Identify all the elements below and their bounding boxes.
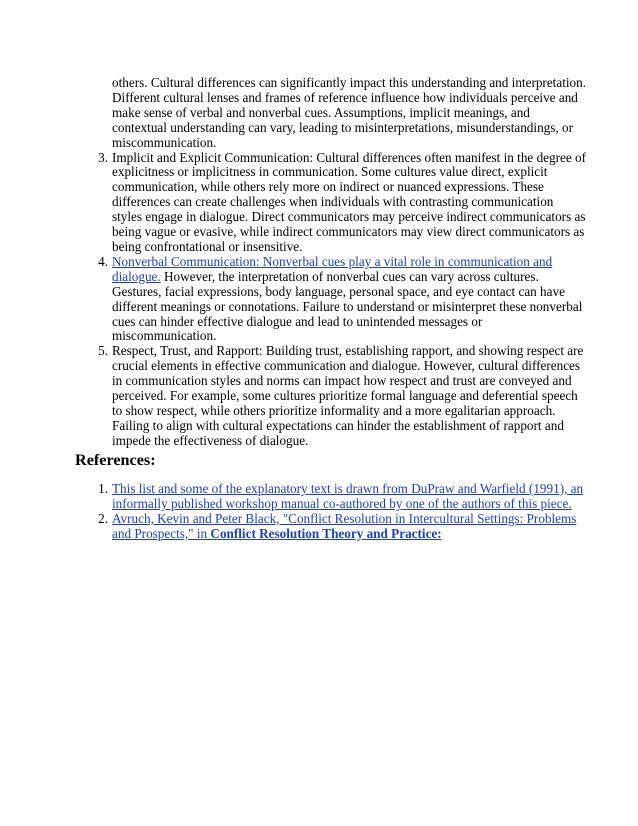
text-line: being confrontational or insensitive.: [112, 238, 303, 254]
list-number: 3.: [98, 149, 108, 165]
text-line: Different cultural lenses and frames of reference influence how individuals perceive and: [112, 89, 578, 105]
text-line: being vague or evasive, while indirect communicators may view direct communicators as: [112, 224, 585, 240]
text-line: communication, while others rely more on indirect or nuanced expressions. These: [112, 179, 544, 195]
text-line: Respect, Trust, and Rapport: Building trust, establishing rapport, and showing respect are: [112, 343, 584, 359]
text-line: Failing to align with cultural expectations can hinder the establishment of rapport and: [112, 417, 564, 433]
text-line: [112, 255, 572, 270]
text-line: miscommunication.: [112, 328, 217, 344]
text-line: miscommunication.: [112, 134, 217, 150]
reference-item: [98, 510, 577, 542]
text-line: others. Cultural differences can significantly impact this understanding and interpretation.: [112, 75, 587, 90]
reference-link-continued[interactable]: informally published workshop manual co-authored by one of the authors of this piece.: [112, 495, 572, 511]
list-item-continuation: [112, 75, 587, 151]
text-line: [112, 527, 572, 542]
reference-link[interactable]: This list and some of the explanatory text is drawn from DuPraw and Warfield (1991), an: [112, 481, 584, 496]
book-title-link[interactable]: Conflict Resolution Theory and Practice:: [210, 525, 442, 541]
text-line: explicitness or implicitness in communication. Some cultures value direct, explicit: [112, 164, 548, 180]
text-line: to show respect, while others prioritize informality and a more egalitarian approach.: [112, 402, 556, 418]
list-number: 1.: [98, 481, 108, 496]
nonverbal-link[interactable]: Nonverbal Communication: Nonverbal cues play a vital role in communication and: [112, 253, 553, 269]
text-line: Gestures, facial expressions, body language, personal space, and eye contact can have: [112, 283, 565, 299]
text-line: [112, 497, 572, 512]
references-list: [98, 481, 584, 542]
text-line: [112, 510, 577, 527]
text-line: cues can hinder effective dialogue and lead to unintended messages or: [112, 313, 483, 329]
text-line: Implicit and Explicit Communication: Cultural differences often manifest in the degree of: [112, 149, 587, 165]
text-line: in communication styles and norms can impact how respect and trust are conveyed and: [112, 373, 572, 389]
list-item-implicit-explicit: [98, 149, 587, 255]
text-line: differences can create challenges when individuals with contrasting communication: [112, 194, 554, 210]
reference-item: [98, 481, 584, 512]
numbered-list: [98, 75, 587, 449]
text-line: [112, 481, 584, 497]
reference-link-continued[interactable]: and Prospects," in: [112, 525, 211, 541]
list-item-respect-trust: [98, 343, 584, 448]
text-line: make sense of verbal and nonverbal cues. Assumptions, implicit meanings, and: [112, 104, 530, 120]
list-number: 2.: [98, 510, 108, 526]
references-heading: References:: [75, 451, 156, 469]
nonverbal-link-continued[interactable]: dialogue.: [112, 268, 161, 284]
text-run: However, the interpretation of nonverbal cues can vary across cultures.: [160, 268, 539, 284]
text-line: contextual understanding can vary, leading to misinterpretations, misunderstandings, or: [112, 119, 573, 135]
reference-link[interactable]: Avruch, Kevin and Peter Black, "Conflict Resolution in Intercultural Settings: Problems: [112, 510, 577, 526]
text-line: crucial elements in effective communication and dialogue. However, cultural differences: [112, 358, 581, 374]
text-line: different meanings or connotations. Failure to understand or misinterpret these nonverbal: [112, 298, 583, 314]
list-item-nonverbal: [98, 253, 583, 344]
text-line: [112, 270, 572, 285]
text-line: styles engage in dialogue. Direct communicators may perceive indirect communicators as: [112, 209, 586, 225]
text-line: impede the effectiveness of dialogue.: [112, 432, 309, 448]
list-number: 4.: [98, 253, 108, 269]
list-number: 5.: [98, 343, 108, 359]
text-line: perceived. For example, some cultures prioritize formal language and deferential speech: [112, 388, 578, 404]
